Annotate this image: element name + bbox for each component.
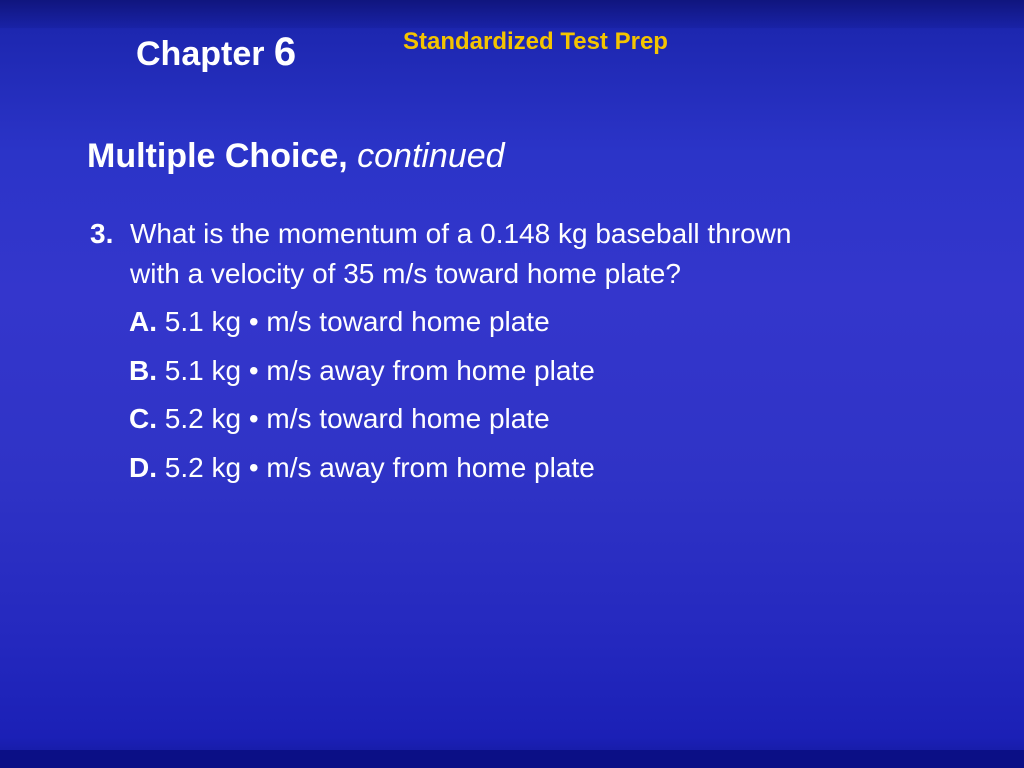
answer-choices — [129, 302, 595, 496]
choice-text: 5.2 kg • m/s away from home plate — [164, 451, 595, 483]
question-text — [130, 214, 791, 294]
slide-title — [87, 136, 505, 176]
choice-b — [129, 351, 595, 400]
choice-a — [129, 302, 595, 351]
choice-letter: A. — [129, 306, 157, 337]
choice-letter: C. — [129, 403, 157, 434]
question-line-1: What is the momentum of a 0.148 kg baseball thrown — [130, 218, 792, 249]
choice-letter: B. — [129, 354, 157, 386]
choice-letter: D. — [129, 451, 157, 483]
title-main: Multiple Choice, — [87, 137, 348, 175]
choice-text: 5.1 kg • m/s away from home plate — [164, 354, 595, 386]
choice-text: 5.2 kg • m/s toward home plate — [164, 403, 550, 434]
choice-d — [129, 448, 595, 497]
bottom-banner — [0, 750, 1024, 768]
chapter-heading — [136, 30, 296, 76]
chapter-number: 6 — [273, 30, 297, 74]
choice-text: 5.1 kg • m/s toward home plate — [164, 306, 550, 337]
chapter-label-text: Chapter — [136, 35, 265, 73]
question-number: 3. — [90, 218, 114, 249]
question-line-2: with a velocity of 35 m/s toward home plate? — [130, 258, 681, 289]
title-continued: continued — [357, 137, 505, 175]
section-label: Standardized Test Prep — [403, 28, 668, 55]
choice-c — [129, 399, 595, 448]
top-banner — [0, 0, 1024, 28]
